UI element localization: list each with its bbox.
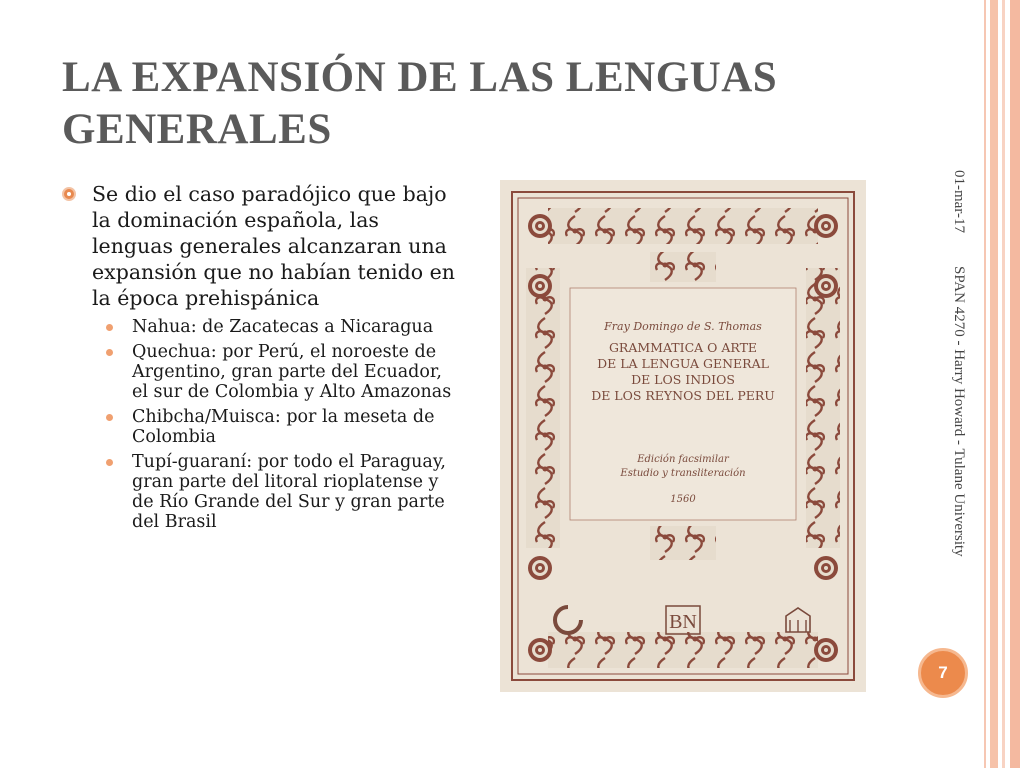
main-bullet-text: Se dio el caso paradójico que bajo la dominación española, las lenguas generales alcanzaran una expansión que no habían tenido en la época prehispánica [92,182,455,310]
book-title-line: DE LA LENGUA GENERAL [597,356,769,371]
book-title-line: DE LOS INDIOS [631,372,735,387]
book-title-line: GRAMMATICA O ARTE [608,340,758,355]
sub-bullet-text: Quechua: por Perú, el noroeste de Argentino, gran parte del Ecuador, el sur de Colombia y Alto Amazonas [132,342,452,402]
bullet-dot-icon [106,324,113,331]
slide-title: LA EXPANSIÓN DE LAS LENGUAS GENERALES [62,54,778,153]
sub-bullet [132,407,460,447]
bullet-marker-icon [62,187,76,201]
book-edition-line: 1560 [670,494,696,505]
main-bullet [60,181,460,311]
course-info: SPAN 4270 - Harry Howard - Tulane University [951,266,967,557]
book-edition-line: Estudio y transliteración [620,468,746,479]
bullet-dot-icon [106,414,113,421]
sub-bullet-list [60,317,460,532]
sub-bullet [132,342,460,402]
vertical-footer [950,170,974,610]
book-title-line: DE LOS REYNOS DEL PERU [591,388,775,403]
page-number: 7 [938,663,948,682]
sub-bullet [132,452,460,532]
publisher-logo-text: BN [669,611,697,633]
bullet-dot-icon [106,349,113,356]
page-number-badge [918,648,968,698]
bullet-dot-icon [106,459,113,466]
sub-bullet-text: Tupí-guaraní: por todo el Paraguay, gran parte del litoral rioplatense y de Río Grande del Sur y gran parte del Brasil [132,452,446,532]
sub-bullet-text: Chibcha/Muisca: por la meseta de Colombia [132,407,435,447]
book-cover-image [500,180,866,692]
slide-date: 01-mar-17 [951,170,967,234]
sub-bullet-text: Nahua: de Zacatecas a Nicaragua [132,317,434,337]
book-edition-line: Edición facsimilar [637,454,729,465]
book-author: Fray Domingo de S. Thomas [604,320,762,333]
bullet-content [60,181,460,537]
sub-bullet [132,317,460,337]
